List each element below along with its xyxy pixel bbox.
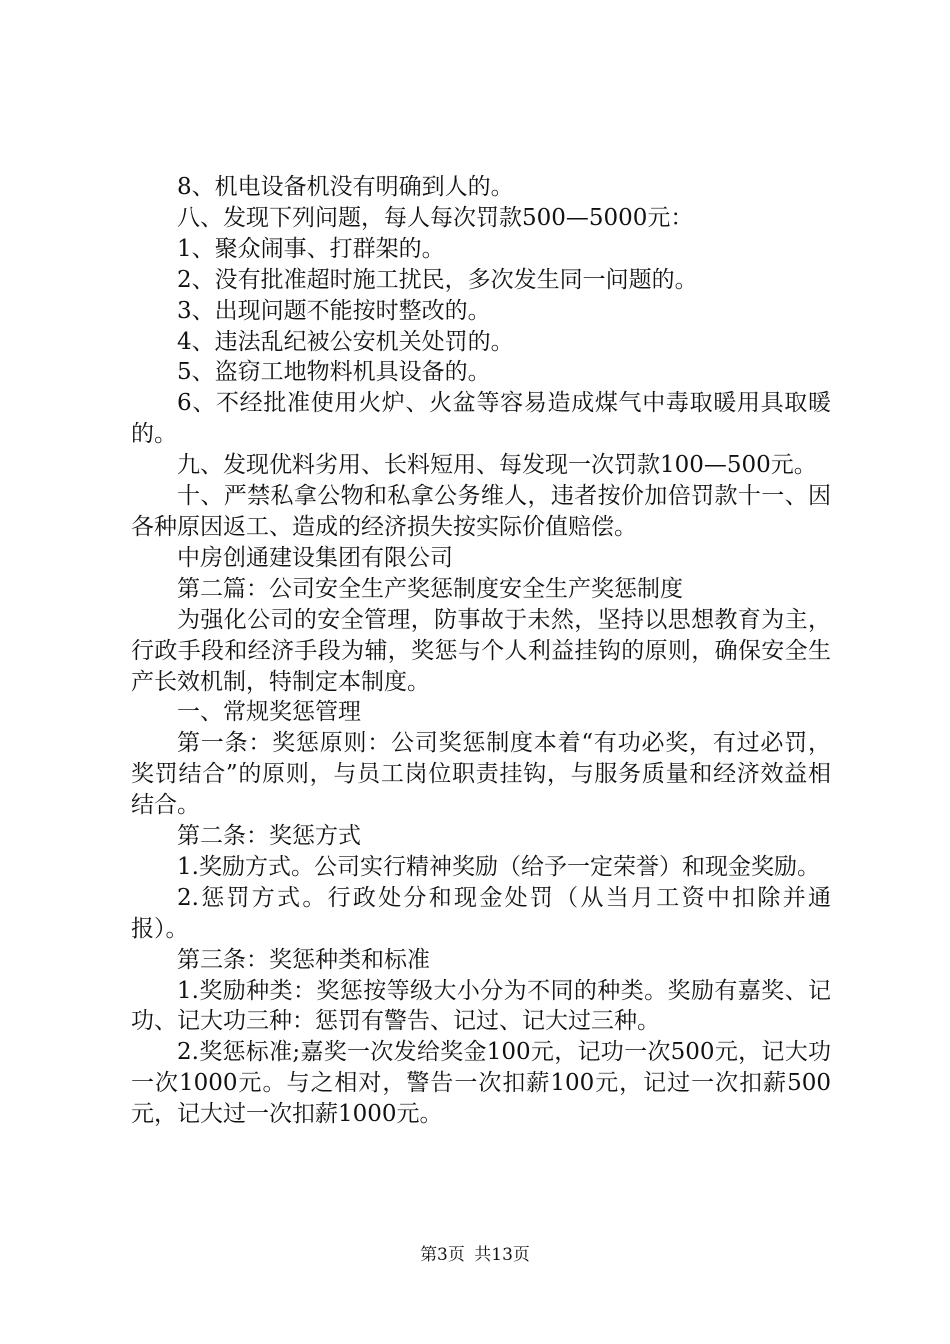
paragraph-3: 1、聚众闹事、打群架的。 [177,235,445,262]
page-total: 共13页 [474,1245,530,1265]
paragraph-13: 为强化公司的安全管理，防事故于未然，坚持以思想教育为主，行政手段和经济手段为辅，奖惩与个人利益挂钩的原则，确保安全生产长效机制，特制定本制度。 [131,606,831,695]
paragraph-21: 2.奖惩标准;嘉奖一次发给奖金100元，记功一次500元，记大功一次1000元。与之相对，警告一次扣薪100元，记过一次扣薪500元，记大过一次扣薪1000元。 [131,1039,831,1128]
paragraph-17: 1.奖励方式。公司实行精神奖励（给予一定荣誉）和现金奖励。 [177,853,820,880]
paragraph-8: 6、不经批准使用火炉、火盆等容易造成煤气中毒取暖用具取暖的。 [131,390,831,448]
paragraph-11: 中房创通建设集团有限公司 [177,544,453,571]
paragraph-7: 5、盗窃工地物料机具设备的。 [177,359,491,386]
paragraph-4: 2、没有批准超时施工扰民，多次发生同一问题的。 [177,266,698,293]
paragraph-9: 九、发现优料劣用、长料短用、每发现一次罚款100—500元。 [177,452,817,479]
paragraph-1: 8、机电设备机没有明确到人的。 [177,174,514,200]
paragraph-2: 八、发现下列问题，每人每次罚款500—5000元： [177,204,694,231]
paragraph-14: 一、常规奖惩管理 [177,699,361,726]
paragraph-5: 3、出现问题不能按时整改的。 [177,297,491,324]
paragraph-12: 第二篇：公司安全生产奖惩制度安全生产奖惩制度 [177,575,683,602]
paragraph-18: 2.惩罚方式。行政处分和现金处罚（从当月工资中扣除并通报）。 [131,884,831,942]
paragraph-20: 1.奖励种类：奖惩按等级大小分为不同的种类。奖励有嘉奖、记功、记大功三种：惩罚有警告、记过、记大过三种。 [131,977,831,1035]
page-number: 第3页 [420,1245,465,1265]
paragraph-15: 第一条：奖惩原则：公司奖惩制度本着“有功必奖，有过必罚，奖罚结合”的原则，与员工岗位职责挂钩，与服务质量和经济效益相结合。 [131,730,831,819]
document-body [131,172,831,1130]
paragraph-6: 4、违法乱纪被公安机关处罚的。 [177,328,514,355]
paragraph-19: 第三条：奖惩种类和标准 [177,946,430,973]
paragraph-10: 十、严禁私拿公物和私拿公务维人，违者按价加倍罚款十一、因各种原因返工、造成的经济损失按实际价值赔偿。 [131,483,831,540]
paragraph-16: 第二条：奖惩方式 [177,823,361,850]
page-footer [0,1244,950,1266]
